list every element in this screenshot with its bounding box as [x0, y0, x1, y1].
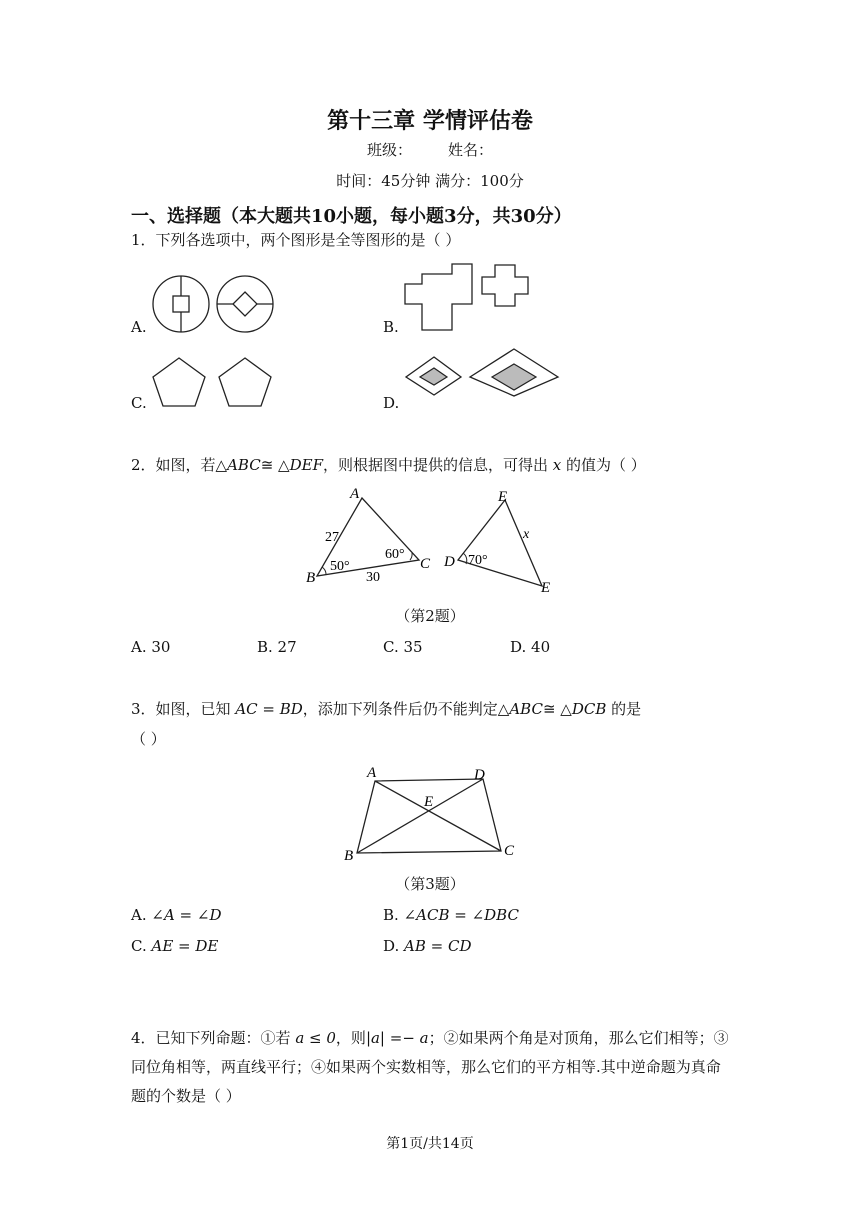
q1-option-c: C.: [131, 394, 147, 412]
q2-math-def: DEF: [289, 456, 323, 474]
student-info: [0, 139, 860, 160]
page-number: 第1页/共14页: [386, 1136, 474, 1152]
q3-option-a-math: ∠A = ∠D: [151, 906, 222, 924]
q3-option-a-prefix: A.: [131, 906, 147, 924]
q3-text-2: ，添加下列条件后仍不能判定△: [302, 700, 510, 718]
q3-option-a: [131, 906, 222, 924]
q3-label-c: C: [504, 843, 515, 859]
q2-label-side-bc: 30: [366, 570, 380, 585]
name-label: 姓名：: [448, 141, 494, 159]
q1d-diamond-small-inner: [420, 368, 447, 385]
q3-option-b-math: ∠ACB = ∠DBC: [403, 906, 519, 924]
q2-label-d: D: [444, 554, 455, 570]
q3-caption: （第3题）: [395, 875, 465, 893]
q2-caption: （第2题）: [395, 607, 465, 625]
q2-text-2: ≅ △: [260, 456, 290, 474]
q3-text-4: 的是: [611, 700, 642, 718]
q2-option-c: C. 35: [383, 638, 423, 656]
question-3-stem-line1: [131, 694, 641, 724]
q2-label-a: A: [350, 486, 360, 502]
q2-math-abc: ABC: [227, 456, 261, 474]
q1c-pentagon-right: [219, 358, 271, 406]
q2-label-c: C: [420, 556, 431, 572]
q1-figure-a: [150, 270, 280, 340]
q3-figure: [340, 762, 525, 864]
q2-text-4: 的值为（ ）: [566, 456, 646, 474]
q1-figure-d: [402, 345, 564, 397]
q2-label-b: B: [306, 570, 316, 586]
q1d-diamond-large-inner: [492, 364, 536, 390]
q3-text-1: 3．如图，已知: [131, 700, 231, 718]
q3-option-d-math: AB = CD: [404, 937, 472, 955]
q3-math-dcb: DCB: [571, 700, 607, 718]
q3-label-a: A: [367, 765, 377, 781]
time-info: 时间：45分钟 满分：100分: [336, 172, 524, 190]
q4-text-2: ，则: [335, 1029, 366, 1047]
q2-option-a: A. 30: [131, 638, 171, 656]
question-1-stem: 1．下列各选项中，两个图形是全等图形的是（ ）: [131, 231, 461, 249]
q3-label-b: B: [344, 848, 354, 864]
q1a-diamond: [233, 292, 257, 316]
question-3-stem-line2: （ ）: [131, 730, 166, 748]
q3-option-c-math: AE = DE: [151, 937, 219, 955]
q3-option-b: [383, 906, 519, 924]
q1-option-a: A.: [131, 318, 147, 336]
class-label: 班级：: [366, 141, 412, 159]
q1-option-b: B.: [383, 318, 399, 336]
q3-diagonal-ac: [375, 781, 501, 851]
q2-label-angle-b: 50°: [330, 559, 350, 574]
q3-option-d: [383, 937, 472, 955]
q2-figure: [300, 480, 570, 600]
q3-text-3: ≅ △: [542, 700, 572, 718]
q1c-pentagon-left: [153, 358, 205, 406]
q2-option-b: B. 27: [257, 638, 297, 656]
q3-math-abc: ABC: [509, 700, 543, 718]
q3-option-c: [131, 937, 218, 955]
question-4-stem: [131, 1024, 731, 1111]
q1-figure-b: [402, 262, 542, 338]
q2-option-d: D. 40: [510, 638, 551, 656]
q4-math-abs-a: |a| =− a: [365, 1029, 429, 1047]
q4-text-1: 4．已知下列命题：①若: [131, 1029, 291, 1047]
q2-math-x: x: [552, 456, 562, 474]
q2-triangle-def: [458, 500, 542, 586]
q3-option-d-prefix: D.: [383, 937, 400, 955]
section-heading: 一、选择题（本大题共10小题，每小题3分，共30分）: [131, 206, 572, 227]
q2-angle-c-arc: [410, 553, 412, 560]
q1b-cross-small: [482, 265, 528, 306]
q2-text-1: 2．如图，若△: [131, 456, 228, 474]
q1a-square: [173, 296, 189, 312]
q3-option-b-prefix: B.: [383, 906, 399, 924]
q3-math-ac-bd: AC = BD: [235, 700, 303, 718]
q4-text-3: ；②如果两个角是对顶角，那么它们相等；③同位角相等，两直线平行；④如果两个实数相等，那么它们的平方相等.其中逆命题为真命题的个数是（ ）: [131, 1029, 729, 1105]
q3-label-d: D: [474, 767, 485, 783]
page-title: 第十三章 学情评估卷: [327, 108, 533, 134]
q2-label-angle-c: 60°: [385, 547, 405, 562]
question-2-stem: [131, 450, 646, 480]
q1-figure-c: [150, 355, 280, 411]
q3-diagonal-bd: [357, 779, 483, 853]
q4-math-a-le-0: a ≤ 0: [295, 1029, 336, 1047]
q2-label-side-ab: 27: [325, 530, 339, 545]
q2-label-angle-d: 70°: [468, 553, 488, 568]
q3-trapezoid-outline: [357, 779, 501, 853]
q2-label-side-x: x: [523, 527, 530, 542]
q2-label-e-bottom: E: [541, 580, 551, 596]
q3-label-e: E: [424, 794, 434, 810]
q1b-cross-large: [405, 264, 472, 330]
q2-label-e-top: E: [498, 489, 508, 505]
q2-text-3: ，则根据图中提供的信息，可得出: [322, 456, 548, 474]
q2-angle-b-arc: [322, 567, 326, 574]
q1-option-d: D.: [383, 394, 400, 412]
q3-option-c-prefix: C.: [131, 937, 147, 955]
